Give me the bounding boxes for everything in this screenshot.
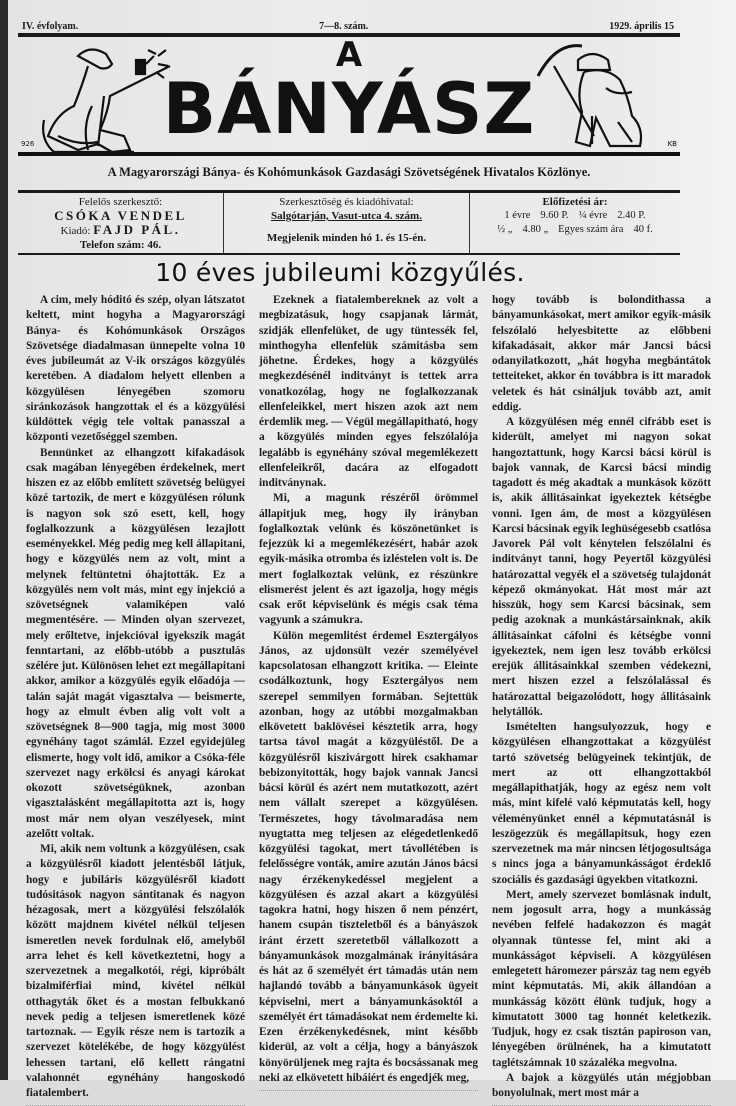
article-headline: 10 éves jubileumi közgyűlés. — [155, 258, 525, 287]
header-topline — [22, 18, 674, 32]
price-period: 1 évre — [504, 210, 531, 221]
masthead-accent-a: A — [335, 35, 363, 75]
paragraph: Bennünket az elhangzott kifakadások csak magában lényegében érdekelnek, mert hiszen ez az előbb említett szövetség belügyei közé tartozik, de mert e közgyülésen rólunk is nagyon sok szó esett, kell, hogy foglalkozzunk a közgyülésen lezajlott eseményekkel. Még pedig meg kell állapitani, hogy e közgyülés nem az volt, mint a melynek feltüntetni óhajtották. Ez a közgyülés nem volt más, mint egy injekció a szövetségnek valamiképen való megmentésére. — Minden olyan szervezet, mely erőltetve, injekcióval igyekszik magát fenntartani, az előbb-utóbb a pusztulás szélére jut. Különösen lehet ezt megállapitani akkor, amikor a közgyülés egyik előadója — talán saját magát vigasztalva — beismerte, hogy az elmult évben alig volt volt a szövetségnek 8—900 tagja, mig most 3000 egynéhány tagot számlál. Ezzel egyidejüleg elismerte, hogy volt idő, amikor a Csóka-féle szervezet nagy erkölcsi és anyagi károkat okozott szövetségüknek, azonban vigasztalásként megállapitotta azt is, hogy most már nem olyan veszélyesek, mint azelőtt voltak. — [26, 446, 245, 840]
column-end-rule — [259, 1090, 478, 1091]
publisher-line — [18, 223, 223, 238]
price-period: ½ „ — [497, 224, 513, 235]
phone-number: Telefon szám: 46. — [79, 239, 162, 251]
masthead-title: BÁNYÁSZ — [162, 68, 536, 150]
paragraph: Külön megemlitést érdemel Esztergályos János, az ujdonsült vezér személyével kapcsolatosan elhangzott kritika. — Eleinte csodálkoztunk, hogy Esztergályos nem szerepel semmilyen formában. Sejtettük azonban, hogy az utóbbi mozgalmakban elkövetett baklövései késztetik arra, hogy tartsa távol magát a közgyüléstől. De a közgyülésről kiszivárgott hirek csakhamar bebizonyitották, hogy bajok vannak Jancsi bácsi körül és azért nem mutatkozott, azért nem vállalt szerepet a közgyülésen. Természetes, hogy távolmaradása nem nyugtatta meg teljesen az elégedetlenkedő közgyülési tagokat, mert távollétében is felelősségre vonták, amire azután János bácsi nagy érzékenykedéssel megjelent a közgyülésen és azzal akart a közgyülési tagokra hatni, hogy hiszen ő nem pénzért, hanem csupán tiszteletből és a bányászok iránt érzett szeretetből vállalkozott a bányamunkások mozgalmának irányitására és hát az ő személyét ért támadás után nem hajlandó tovább a bányamunkások ügyeit képviselni, mert a bányamunkásoktól a személyét ért támadásokat nem érdemelte ki. Ezen érzékenykedésnek, mint később kiderül, az volt a célja, hogy a bányászok könyörüljenek meg rajta és bocsássanak meg neki az elkövetett hibáiért és engedjék meg, — [259, 629, 478, 1084]
paragraph: Ezeknek a fiatalembereknek az volt a megbizatásuk, hogy csapjanak lármát, szidják ellenfelüket, de ugy tüntessék fel, minthogyha ellenfelük számitásba sem jöhetne. Érdekes, hogy a közgyülés megkezdésénél inditványt is tettek arra vonatkozólag, hogy ne foglalkozzanak ellenfeleikkel, mert hiszen azok azt nem érdemlik meg. — Végül megállapitható, hogy a közgyülés minden egyes felszólalója legalább is egynéhány szóval megemlékezett ellenfeleikről, dacára az elfogadott inditványnak. — [259, 294, 478, 489]
editor-name: CSÓKA VENDEL — [54, 208, 187, 223]
paragraph: Mi, a magunk részéről örömmel állapitjuk meg, hogy ily irányban foglalkoztak velünk és köszönetünket is fejezzük ki a megemlékezésért, habár azok egyik-másika otromba és izléstelen volt is. De mert foglalkoztak velünk, ez részünkre elismerést jelent és azt igazolja, hogy mégis csak erőt képviselünk és mégis csak téma vagyunk a számukra. — [259, 492, 478, 627]
price-period: Egyes szám ára — [558, 224, 624, 235]
paragraph: Mert, amely szervezet bomlásnak indult, nem jogosult arra, hogy a munkásság nevében felfelé hadakozzon és magát olyannak tüntesse fel, mint aki a munkásságot képviseli. A közgyülésen emlegetett háromezer párszáz tag nem egyéb mint képmutatás. Mi, akik állandóan a munkásság között élünk tudjuk, hogy a kimutatott 3000 tag honnét keletkezik. Tudjuk, hogy ez csak tisztán papiroson van, lényegében örülnének, ha a kimutatott taglétszámnak 10 százaléka megvolna. — [492, 888, 711, 1069]
paragraph: Ismételten hangsulyozzuk, hogy e közgyülésen elhangzottakat a közgyülést tartó szövetség belügyeinek tekintjük, de mert az ott elhangzottakból megállapithatják, hogy az egész nem volt más, mint kifelé való képmutatás kell, hogy véleményünket ennél a képmutatásnál is leszögezzük és megállapitsuk, hogy ezen szervezetnek ma már nincsen létjogosultsága s nincs joga a bányamunkásságot érdeklő szociális és gazdasági ügyekben vitatkozni. — [492, 721, 711, 886]
paragraph: A közgyülésen még ennél cifrább eset is kiderült, amelyet mi nagyon sokat hangoztattunk, hogy Karcsi bácsi körül is bajok vannak, de Karcsi bácsi mindig tagadott és még akadtak a munkások között is, akik állitásainkat igyekeztek kétségbe vonni. Igen ám, de most a közgyülésen Karcsi bácsinak egyik leghüségesebb csatlósa Javorek Pál volt kénytelen felszólalni és inditványt tanni, hogy Peyertől közgyülési határozattal vegyék el a szövetség tulajdonát képező okmányokat. Hát most már azt hisszük, hogy sem Karcsi bácsinak, sem pedig azoknak a munkástársainknak, akik állitásainkat cáfolni és kétségbe vonni igyekeztek, nem igen lesz tovább erkölcsi erejük állitásainkkal szemben védekezni, mert hiszen ezzel a felszólalással és határozattal beigazolódott, hogy állitásaink helytállók. — [492, 416, 711, 718]
price-value: 4.80 „ — [522, 224, 549, 235]
office-box — [224, 193, 470, 253]
price-row — [470, 209, 680, 223]
issue-date: 1929. április 15 — [609, 21, 674, 32]
article-body — [26, 293, 712, 1099]
right-miner-icon — [538, 46, 641, 146]
issue-number: 7—8. szám. — [319, 21, 369, 32]
paragraph: Mi, akik nem voltunk a közgyülésen, csak a közgyülésről kiadott jelentésből látjuk, hogy e jubiláris közgyülésről kiadott tudósitások nagyon sántitanak és nagyon hézagosak, mert a közgyülési felszólalók között majdnem kivétel nélkül teljesen ismeretlen nevek fordulnak elő, amelyből arra lehet és kell következtetni, hogy a szervezetnek a megalkotói, régi, kipróbált bizalmiférfiai mind, kivétel nélkül otthagyták őket és a mostan felbukkanó nevek pedig a teljesen ismeretlenek közé tartoznak. — Egyik része nem is tartozik a szervezet kötelékébe, de hogy közgyülést lehessen tartani, elő kellett rángatni valahonnét egynéhány hangoskodó fiatalembert. — [26, 843, 245, 1099]
editor-label: Felelős szerkesztő: — [78, 196, 163, 208]
price-value: 40 f. — [633, 224, 653, 235]
paragraph: A bajok a közgyülés után mégjobban bonyolulnak, mert most már a — [492, 1071, 711, 1099]
info-bar — [18, 190, 680, 255]
page-binding-edge — [0, 0, 8, 1080]
logo-year: 926 — [21, 140, 35, 148]
subscription-title: Előfizetési ár: — [542, 196, 608, 208]
office-address: Salgótarján, Vasut-utca 4. szám. — [271, 210, 422, 222]
masthead-subtitle: A Magyarországi Bánya- és Kohómunkások Gazdasági Szövetségének Hivatalos Közlönye. — [107, 165, 591, 179]
paragraph: hogy tovább is bolondithassa a bányamunkásokat, mert amikor egyik-másik felszólaló helyesbitette az előbbeni kifakadásait, akkor már Jancsi bácsi odanyilatkozott, „hát hogyha megbántátok tetteiteket, akkor én továbbra is itt maradok veletek és hát csináljuk tovább azt, amit eddig. — [492, 294, 711, 413]
office-label: Szerkesztőség és kiadóhivatal: — [279, 196, 414, 208]
masthead-title-block — [148, 35, 550, 150]
paragraph: A cim, mely hóditó és szép, olyan látszatot keltett, mint hogyha a Magyarországi Bánya- és Kohómunkások Országos Szövetsége diadalmasan ünnepelte volna 10 éves jubileumát az V-ik országos közgyülés keretében. A diadalom helyett ellenben a közgyülésen lényegében szomoru siránkozások hangzottak el és a közgyülési küldöttek végig tele voltak panasszal a központi vezetőséggel szemben. — [26, 294, 245, 444]
logo-initials: KB — [667, 140, 677, 148]
masthead — [18, 36, 680, 158]
volume-label: IV. évfolyam. — [22, 21, 79, 32]
publisher-label: Kiadó: — [60, 225, 91, 237]
publisher-name: FAJD PÁL. — [93, 222, 181, 237]
article-column-3 — [492, 293, 711, 1099]
price-value: 2.40 P. — [617, 210, 646, 221]
subscription-box — [470, 193, 680, 253]
price-row — [470, 223, 680, 237]
price-period: ¼ évre — [578, 210, 608, 221]
publication-schedule: Megjelenik minden hó 1. és 15-én. — [266, 232, 427, 244]
price-value: 9.60 P. — [540, 210, 569, 221]
editor-box — [18, 193, 224, 253]
article-column-1 — [26, 293, 245, 1099]
article-column-2 — [259, 293, 478, 1084]
